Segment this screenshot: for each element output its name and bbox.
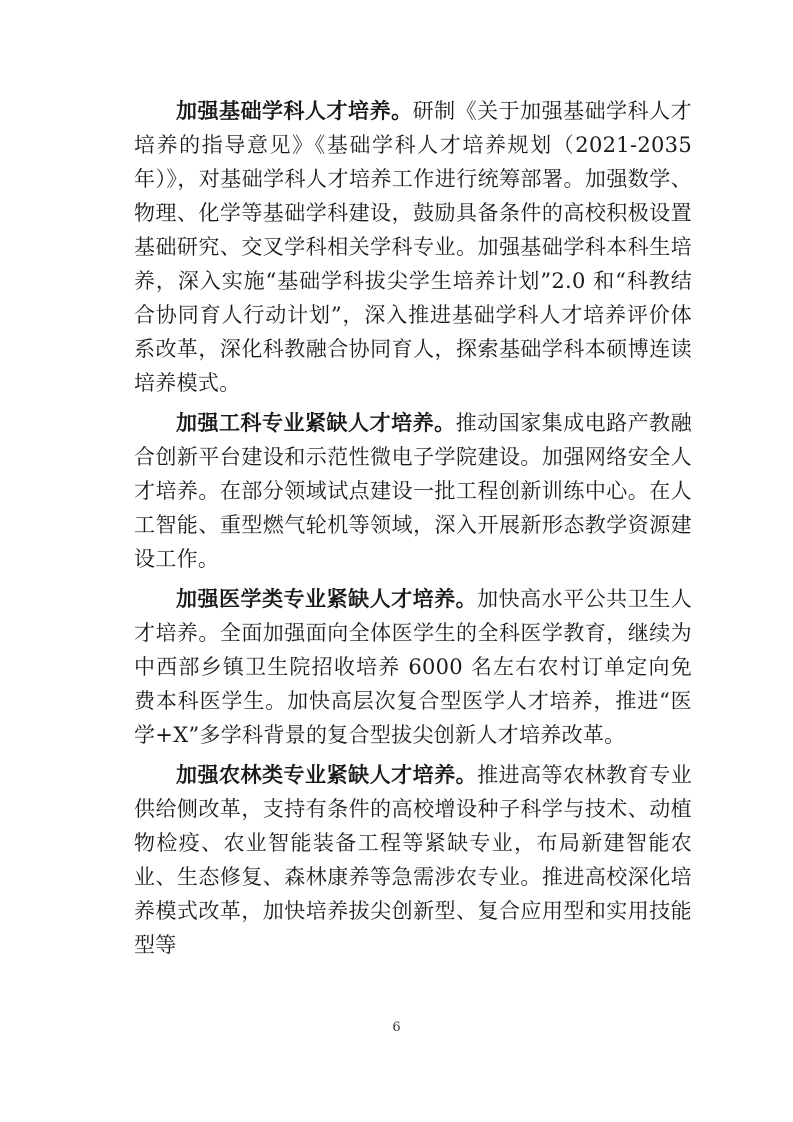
paragraph-text: 推进高等农林教育专业供给侧改革，支持有条件的高校增设种子科学与技术、动植物检疫、农业智能装备工程等紧缺专业，布局新建智能农业、生态修复、森林康养等急需涉农专业。推进高校深化培养模式改革，加快培养拔尖创新型、复合应用型和实用技能型等	[134, 763, 693, 957]
paragraph-basic-disciplines	[134, 94, 692, 400]
paragraph-heading: 加强工科专业紧缺人才培养。	[176, 411, 456, 435]
paragraph-agriculture-forestry	[134, 758, 692, 962]
paragraph-heading: 加强医学类专业紧缺人才培养。	[176, 587, 478, 611]
paragraph-text: 研制《关于加强基础学科人才培养的指导意见》《基础学科人才培养规划（2021-2035 年）》，对基础学科人才培养工作进行统筹部署。加强数学、物理、化学等基础学科建设，鼓励具备条件的高校积极设置基础研究、交叉学科相关学科专业。加强基础学科本科生培养，深入实施“基础学科拔尖学生培养计划”2.0 和“科教结合协同育人行动计划”，深入推进基础学科人才培养评价体系改革，深化科教融合协同育人，探索基础学科本硕博连读培养模式。	[134, 99, 692, 395]
paragraph-text: 加快高水平公共卫生人才培养。全面加强面向全体医学生的全科医学教育，继续为中西部乡镇卫生院招收培养 6000 名左右农村订单定向免费本科医学生。加快高层次复合型医学人才培养，推进“医学+X”多学科背景的复合型拔尖创新人才培养改革。	[134, 587, 693, 747]
paragraph-engineering	[134, 406, 692, 576]
paragraph-heading: 加强农林类专业紧缺人才培养。	[176, 763, 478, 787]
paragraph-heading: 加强基础学科人才培养。	[176, 99, 413, 123]
paragraph-medicine	[134, 582, 692, 752]
document-body	[134, 94, 692, 968]
paragraph-text: 推动国家集成电路产教融合创新平台建设和示范性微电子学院建设。加强网络安全人才培养。在部分领域试点建设一批工程创新训练中心。在人工智能、重型燃气轮机等领域，深入开展新形态教学资源建设工作。	[134, 411, 692, 571]
page-number: 6	[392, 1020, 401, 1035]
